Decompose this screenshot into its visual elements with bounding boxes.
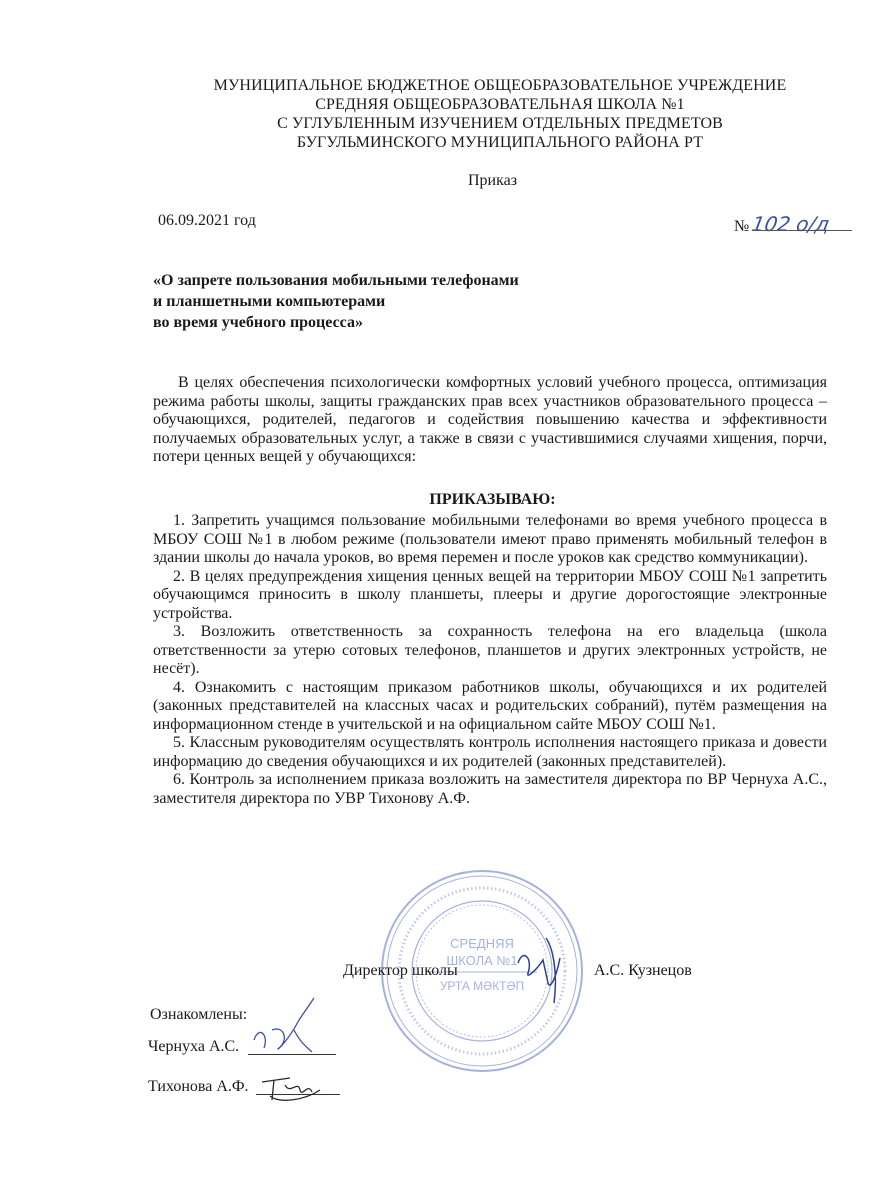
header-line: МУНИЦИПАЛЬНОЕ БЮДЖЕТНОЕ ОБЩЕОБРАЗОВАТЕЛЬНОЕ УЧРЕЖДЕНИЕ [213,77,787,94]
institution-header [140,76,860,152]
director-label: Директор школы [343,962,458,979]
number-sign: № [734,218,750,235]
order-items [153,512,827,808]
number-underline [754,229,852,231]
acknowledgement-label: Ознакомлены: [150,1006,248,1023]
acknowledged-person: Тихонова А.Ф. [148,1078,249,1095]
order-item: 5. Классным руководителям осуществлять контроль исполнения настоящего приказа и довести информацию до сведения обучающихся и их родителей (законных представителей). [153,734,827,770]
header-line: СРЕДНЯЯ ОБЩЕОБРАЗОВАТЕЛЬНАЯ ШКОЛА №1 [315,96,685,113]
signature-chernukha [244,990,324,1060]
stamp-text-mid: ШКОЛА №1 [446,953,518,968]
director-name: А.С. Кузнецов [594,962,692,979]
order-title [153,270,519,333]
stamp-text-top: СРЕДНЯЯ [450,936,514,951]
header-line: БУГУЛЬМИНСКОГО МУНИЦИПАЛЬНОГО РАЙОНА РТ [296,134,704,151]
handwritten-number: 102 о/д [750,212,832,236]
preamble [153,374,827,467]
order-number [734,212,830,236]
acknowledged-person: Чернуха А.С. [148,1038,240,1055]
order-item: 3. Возложить ответственность за сохранность телефона на его владельца (школа ответственности за утерю сотовых телефонов, планшетов и других электронных устройств, не несёт). [153,623,827,677]
director-signature [498,918,578,1008]
order-item: 6. Контроль за исполнением приказа возложить на заместителя директора по ВР Чернуха А.С., заместителя директора по УВР Тихонову А.Ф. [153,771,827,807]
order-item: 1. Запретить учащимся пользование мобильными телефонами во время учебного процесса в МБОУ СОШ №1 в любом режиме (пользователи имеют право применять мобильный телефон в здании школы до начала уроков, во время перемен и после уроков как средство коммуникации). [153,512,827,566]
preamble-paragraph: В целях обеспечения психологически комфортных условий учебного процесса, оптимизация режима работы школы, защиты гражданских прав всех участников образовательного процесса – обучающихся, родителей, педагогов и содействия повышению качества и эффективности получаемых образовательных услуг, а также в связи с участившимися случаями хищения, порчи, потери ценных вещей у обучающихся: [153,374,827,465]
order-date: 06.09.2021 год [158,212,256,229]
document-type: Приказ [467,172,518,189]
order-item: 2. В целях предупреждения хищения ценных вещей на территории МБОУ СОШ №1 запретить обучающимся приносить в школу планшеты, плееры и другие дорогостоящие электронные устройства. [153,567,827,622]
order-heading: ПРИКАЗЫВАЮ: [429,491,556,508]
stamp-text-low: УРТА МӘКТӘП [439,979,525,993]
title-line: и планшетными компьютерами [153,293,386,310]
title-line: во время учебного процесса» [153,314,363,331]
order-item: 4. Ознакомить с настоящим приказом работников школы, обучающихся и их родителей (законных представителей на классных часах и родительских собраний), путём размещения на информационном стенде в учительской и на официальном сайте МБОУ СОШ №1. [153,678,827,733]
signature-tikhonova [250,1060,330,1110]
title-line: «О запрете пользования мобильными телефонами [153,272,519,289]
header-line: С УГЛУБЛЕННЫМ ИЗУЧЕНИЕМ ОТДЕЛЬНЫХ ПРЕДМЕТОВ [277,115,723,132]
